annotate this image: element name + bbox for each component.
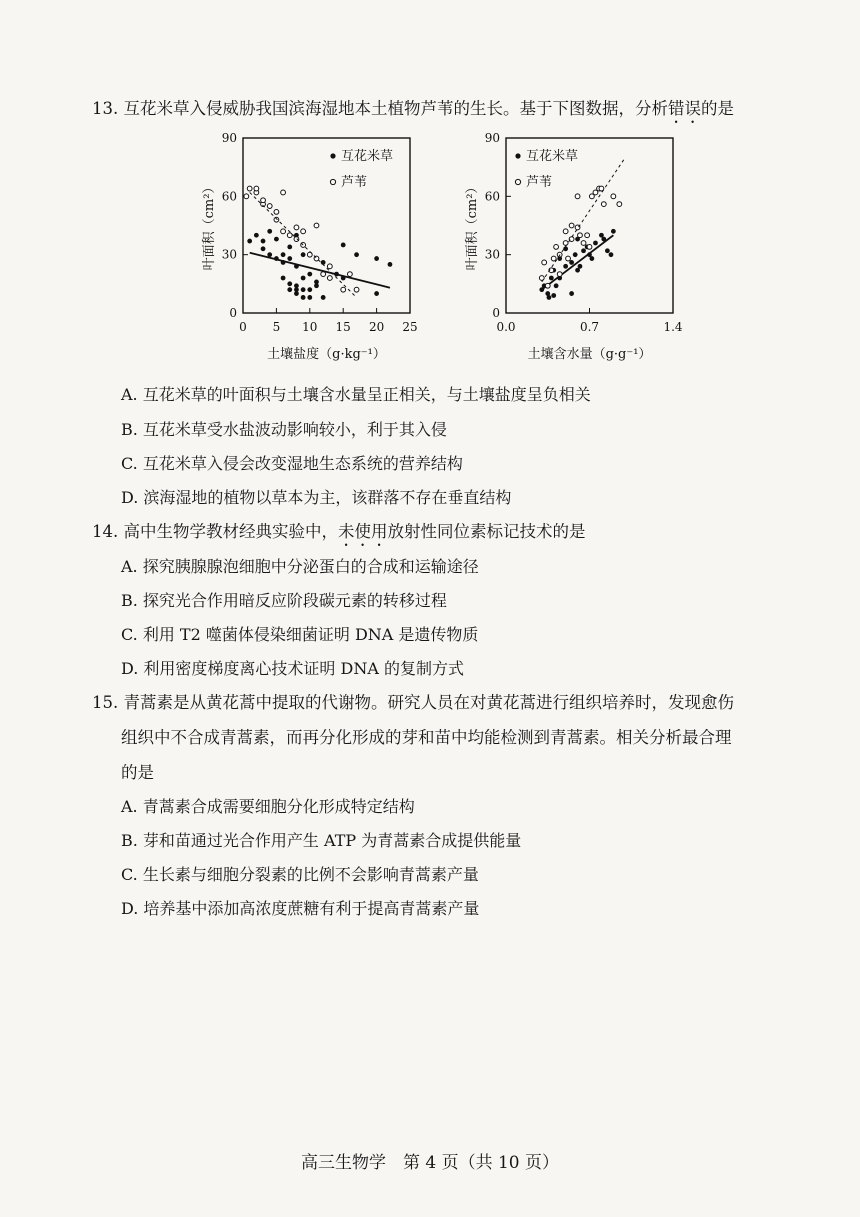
- q13-option-c: C. 互花米草入侵会改变湿地生态系统的营养结构: [121, 454, 463, 473]
- data-point-reed: [563, 229, 568, 234]
- question-number: 14.: [92, 522, 119, 541]
- chart-water-content-svg: [458, 128, 688, 373]
- stem-text: 互花米草入侵威胁我国滨海湿地本土植物芦苇的生长。基于下图数据，分析: [123, 99, 668, 118]
- data-point-reed: [294, 225, 299, 230]
- data-point-spartina: [307, 272, 312, 277]
- data-point-spartina: [549, 276, 554, 281]
- data-point-reed: [578, 233, 583, 238]
- legend-entry: 互花米草: [341, 149, 394, 164]
- question-number: 15.: [92, 693, 119, 712]
- data-point-spartina: [605, 248, 610, 253]
- data-point-reed: [314, 223, 319, 228]
- data-point-spartina: [247, 239, 252, 244]
- q13-option-a: A. 互花米草的叶面积与土壤含水量呈正相关，与土壤盐度呈负相关: [121, 385, 591, 404]
- data-point-reed: [563, 241, 568, 246]
- q14-option-d: D. 利用密度梯度离心技术证明 DNA 的复制方式: [121, 659, 464, 678]
- data-point-spartina: [287, 244, 292, 249]
- data-point-spartina: [254, 233, 259, 238]
- q15-option-d: D. 培养基中添加高浓度蔗糖有利于提高青蒿素产量: [121, 899, 480, 918]
- data-point-spartina: [609, 252, 614, 257]
- y-tick-label: 0: [492, 306, 500, 320]
- data-point-spartina: [581, 248, 586, 253]
- data-point-reed: [354, 287, 359, 292]
- trend-line-reed: [250, 192, 357, 297]
- data-point-reed: [587, 244, 592, 249]
- data-point-reed: [321, 272, 326, 277]
- q13-option-b: B. 互花米草受水盐波动影响较小，利于其入侵: [121, 420, 447, 439]
- data-point-reed: [601, 202, 606, 207]
- legend-entry: 芦苇: [341, 175, 368, 190]
- data-point-spartina: [281, 276, 286, 281]
- data-point-reed: [274, 209, 279, 214]
- data-point-spartina: [301, 287, 306, 292]
- data-point-reed: [557, 272, 562, 277]
- data-point-spartina: [287, 256, 292, 261]
- data-point-reed: [254, 186, 259, 191]
- x-axis-label: 土壤盐度（g·kg⁻¹）: [267, 347, 386, 362]
- data-point-spartina: [321, 295, 326, 300]
- data-point-spartina: [589, 256, 594, 261]
- data-point-reed: [327, 264, 332, 269]
- legend-marker-hollow: [330, 179, 335, 184]
- data-point-spartina: [307, 287, 312, 292]
- x-tick-label: 0.7: [579, 320, 600, 334]
- question-15-stem-line2: 组织中不合成青蒿素，而再分化形成的芽和苗中均能检测到青蒿素。相关分析最合理: [121, 728, 732, 747]
- data-point-spartina: [301, 295, 306, 300]
- chart-salinity: [195, 128, 425, 373]
- question-number: 13.: [92, 99, 119, 118]
- question-13-stem: [92, 98, 734, 127]
- data-point-spartina: [374, 291, 379, 296]
- y-tick-label: 90: [484, 131, 500, 145]
- data-point-spartina: [267, 229, 272, 234]
- x-tick-label: 1.4: [663, 320, 683, 334]
- x-tick-label: 0.0: [496, 320, 516, 334]
- y-tick-label: 30: [221, 247, 237, 262]
- data-point-reed: [569, 223, 574, 228]
- data-point-reed: [554, 244, 559, 249]
- legend-entry: 互花米草: [526, 149, 579, 164]
- data-point-reed: [593, 190, 598, 195]
- data-point-reed: [247, 186, 252, 191]
- data-point-reed: [281, 229, 286, 234]
- data-point-spartina: [301, 276, 306, 281]
- data-point-reed: [267, 204, 272, 209]
- data-point-reed: [301, 229, 306, 234]
- data-point-reed: [585, 233, 590, 238]
- x-tick-label: 5: [272, 320, 281, 334]
- data-point-spartina: [281, 252, 286, 257]
- question-15-stem-line3: 的是: [121, 763, 154, 782]
- data-point-spartina: [388, 262, 393, 267]
- q14-option-a: A. 探究胰腺腺泡细胞中分泌蛋白的合成和运输途径: [121, 557, 479, 576]
- trend-line-spartina: [542, 235, 614, 289]
- emphasized-word: 错误: [668, 99, 701, 118]
- x-axis-label: 土壤含水量（g·g⁻¹）: [527, 347, 652, 362]
- y-tick-label: 90: [221, 131, 237, 145]
- legend-marker-hollow: [515, 179, 520, 184]
- data-point-spartina: [563, 264, 568, 269]
- x-tick-label: 25: [402, 320, 418, 334]
- trend-line-spartina: [250, 253, 390, 288]
- data-point-reed: [611, 194, 616, 199]
- legend-entry: 芦苇: [526, 175, 553, 190]
- chart-water-content: [458, 128, 688, 373]
- data-point-spartina: [547, 295, 552, 300]
- stem-text-end: 的是: [701, 99, 734, 118]
- page-footer: 高三生物学 第 4 页（共 10 页）: [300, 1153, 560, 1173]
- data-point-spartina: [578, 264, 583, 269]
- data-point-spartina: [261, 239, 266, 244]
- q15-option-c: C. 生长素与细胞分裂素的比例不会影响青蒿素产量: [121, 865, 479, 884]
- data-point-spartina: [569, 260, 574, 265]
- q15-option-b: B. 芽和苗通过光合作用产生 ATP 为青蒿素合成提供能量: [121, 831, 522, 850]
- data-point-reed: [274, 217, 279, 222]
- data-point-reed: [575, 194, 580, 199]
- stem-text: 高中生物学教材经典实验中，: [123, 522, 338, 541]
- y-tick-label: 60: [221, 189, 237, 204]
- y-tick-label: 30: [484, 247, 500, 262]
- q14-option-b: B. 探究光合作用暗反应阶段碳元素的转移过程: [121, 591, 447, 610]
- data-point-reed: [327, 276, 332, 281]
- x-tick-label: 10: [302, 320, 318, 334]
- data-point-reed: [617, 202, 622, 207]
- emphasized-word: 未使用: [338, 522, 388, 541]
- data-point-spartina: [301, 252, 306, 257]
- x-tick-label: 15: [335, 320, 351, 334]
- data-point-reed: [542, 260, 547, 265]
- y-tick-label: 60: [484, 189, 500, 204]
- data-point-reed: [545, 283, 550, 288]
- stem-text-end: 放射性同位素标记技术的是: [387, 522, 586, 541]
- data-point-spartina: [261, 246, 266, 251]
- x-tick-label: 0: [239, 320, 247, 334]
- data-point-spartina: [354, 252, 359, 257]
- data-point-spartina: [551, 293, 556, 298]
- stem-text: 青蒿素是从黄花蒿中提取的代谢物。研究人员在对黄花蒿进行组织培养时，发现愈伤: [123, 693, 734, 712]
- data-point-spartina: [374, 256, 379, 261]
- plot-frame: [506, 138, 673, 313]
- data-point-reed: [347, 272, 352, 277]
- data-point-spartina: [573, 252, 578, 257]
- data-point-reed: [581, 241, 586, 246]
- y-axis-label: 叶面积（cm²）: [202, 180, 217, 271]
- data-point-spartina: [593, 241, 598, 246]
- data-point-spartina: [267, 252, 272, 257]
- data-point-reed: [281, 190, 286, 195]
- data-point-spartina: [341, 243, 346, 248]
- data-point-spartina: [314, 283, 319, 288]
- data-point-spartina: [294, 287, 299, 292]
- trend-line-reed: [542, 157, 626, 281]
- question-14-stem: [92, 521, 586, 550]
- data-point-spartina: [307, 295, 312, 300]
- data-point-spartina: [287, 287, 292, 292]
- data-point-spartina: [554, 283, 559, 288]
- data-point-spartina: [274, 237, 279, 242]
- x-tick-label: 20: [368, 320, 385, 334]
- data-point-reed: [566, 256, 571, 261]
- data-point-spartina: [287, 281, 292, 286]
- y-tick-label: 0: [229, 306, 237, 320]
- data-point-spartina: [569, 291, 574, 296]
- data-point-spartina: [611, 229, 616, 234]
- data-point-reed: [244, 194, 249, 199]
- q13-option-d: D. 滨海湿地的植物以草本为主，该群落不存在垂直结构: [121, 488, 512, 507]
- legend-marker-filled: [515, 153, 520, 158]
- data-point-reed: [287, 233, 292, 238]
- data-point-reed: [589, 194, 594, 199]
- question-15-stem-line1: [92, 692, 734, 714]
- legend-marker-filled: [330, 153, 335, 158]
- data-point-reed: [294, 237, 299, 242]
- chart-salinity-svg: [195, 128, 425, 373]
- data-point-reed: [341, 287, 346, 292]
- q14-option-c: C. 利用 T2 噬菌体侵染细菌证明 DNA 是遗传物质: [121, 625, 479, 644]
- q15-option-a: A. 青蒿素合成需要细胞分化形成特定结构: [121, 797, 415, 816]
- data-point-reed: [551, 256, 556, 261]
- data-point-reed: [261, 198, 266, 203]
- y-axis-label: 叶面积（cm²）: [465, 180, 480, 271]
